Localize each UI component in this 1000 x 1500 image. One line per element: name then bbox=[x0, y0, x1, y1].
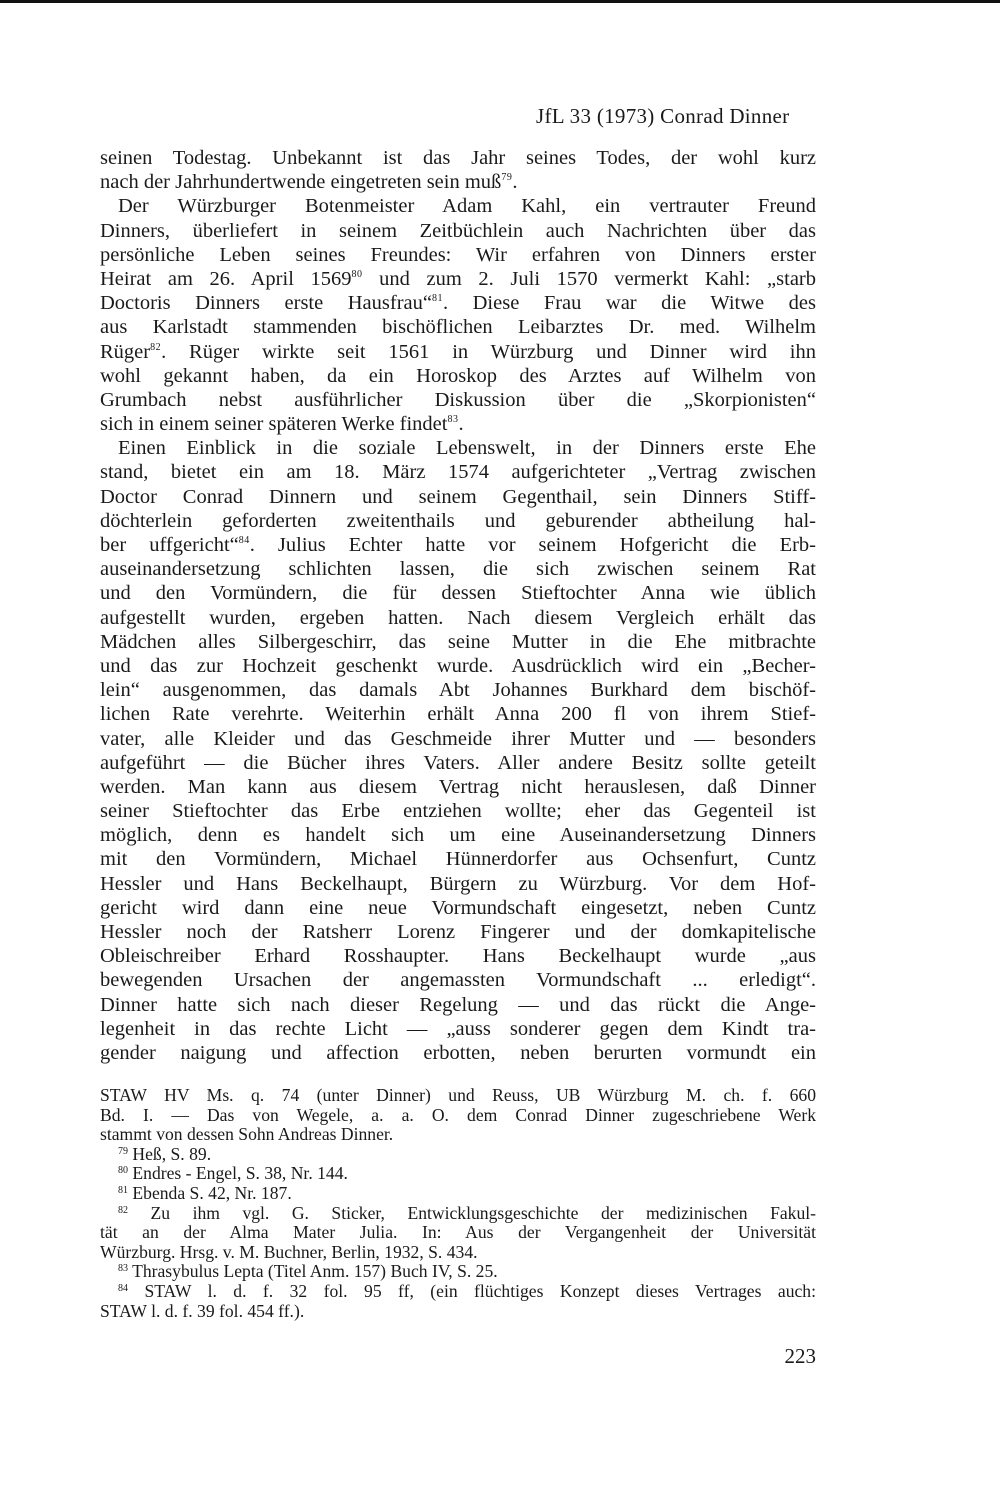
footnote-number: 82 bbox=[118, 1204, 128, 1216]
body-line-text: ber uffgericht“ bbox=[100, 534, 239, 556]
body-line-text: persönliche Leben seines Freundes: Wir erfahren von Dinners erster bbox=[100, 243, 816, 266]
footnote-text: tät an der Alma Mater Julia. In: Aus der Vergangenheit der Universität bbox=[100, 1222, 816, 1243]
body-line-text: vater, alle Kleider und das Geschmeide ihrer Mutter und — besonders bbox=[100, 727, 816, 750]
footnote-line bbox=[100, 1302, 816, 1322]
body-line-text-after: . Rüger wirkte seit 1561 in Würzburg und Dinner wird ihn bbox=[161, 340, 816, 363]
footnote-text: stammt von dessen Sohn Andreas Dinner. bbox=[100, 1124, 394, 1145]
footnote-line bbox=[100, 1184, 816, 1204]
body-line-text: seiner Stieftochter das Erbe entziehen wollte; eher das Gegenteil ist bbox=[100, 800, 816, 823]
body-line bbox=[100, 944, 816, 968]
body-line-text-after: und zum 2. Juli 1570 vermerkt Kahl: „starb bbox=[362, 267, 816, 290]
body-line bbox=[100, 315, 816, 339]
body-line bbox=[100, 364, 816, 388]
body-line bbox=[100, 993, 816, 1017]
body-line-text: wohl gekannt haben, da ein Horoskop des Arztes auf Wilhelm von bbox=[100, 364, 816, 387]
body-line bbox=[100, 702, 816, 726]
footnote-ref: 81 bbox=[431, 293, 443, 305]
footnote-line bbox=[100, 1262, 816, 1282]
body-line-text-after: . Julius Echter hatte vor seinem Hofgericht die Erb- bbox=[249, 534, 816, 556]
body-line bbox=[100, 509, 816, 533]
body-line bbox=[100, 1017, 816, 1041]
footnote-number: 81 bbox=[118, 1184, 128, 1196]
body-line bbox=[100, 847, 816, 871]
footnote-line bbox=[100, 1223, 816, 1243]
body-line bbox=[100, 968, 816, 992]
body-line-text: Dinner hatte sich nach dieser Regelung — und das rückt die Ange- bbox=[100, 993, 816, 1016]
body-line bbox=[100, 388, 816, 412]
body-line bbox=[100, 485, 816, 509]
body-line-text: Der Würzburger Botenmeister Adam Kahl, ein vertrauter Freund bbox=[118, 195, 816, 218]
body-line bbox=[100, 678, 816, 702]
body-line bbox=[100, 436, 816, 460]
body-line-text-after: . Diese Frau war die Witwe des bbox=[442, 292, 816, 315]
body-line bbox=[100, 920, 816, 944]
footnote-line bbox=[100, 1204, 816, 1224]
footnote-line bbox=[100, 1145, 816, 1165]
body-line bbox=[100, 606, 816, 630]
body-line-text: Obleischreiber Erhard Rosshaupter. Hans Beckelhaupt wurde „aus bbox=[100, 945, 816, 968]
body-line-text: auseinandersetzung schlichten lassen, die sich zwischen seinem Rat bbox=[100, 558, 816, 581]
body-line bbox=[100, 340, 816, 364]
footnote-number: 79 bbox=[118, 1145, 128, 1157]
body-text bbox=[100, 146, 816, 1065]
body-line bbox=[100, 243, 816, 267]
body-line bbox=[100, 533, 816, 557]
body-line-text: legenheit in das rechte Licht — „auss sonderer gegen dem Kindt tra- bbox=[100, 1017, 816, 1040]
body-line bbox=[100, 630, 816, 654]
body-line-text: Rüger bbox=[100, 340, 151, 363]
footnote-line bbox=[100, 1125, 816, 1145]
body-line-text: Hessler noch der Ratsherr Lorenz Fingerer und der domkapitelische bbox=[100, 921, 816, 943]
footnote-ref: 80 bbox=[351, 268, 363, 280]
footnote-ref: 83 bbox=[447, 414, 459, 426]
body-line-text: aus Karlstadt stammenden bischöflichen Leibarztes Dr. med. Wilhelm bbox=[100, 316, 816, 339]
top-border-rule bbox=[0, 0, 1000, 3]
body-line-text: Einen Einblick in die soziale Lebenswelt, in der Dinners erste Ehe bbox=[118, 437, 816, 460]
body-line-text: mit den Vormündern, Michael Hünnerdorfer aus Ochsenfurt, Cuntz bbox=[100, 848, 816, 871]
footnote-text: Würzburg. Hrsg. v. M. Buchner, Berlin, 1932, S. 434. bbox=[100, 1241, 478, 1262]
body-line-text: möglich, denn es handelt sich um eine Auseinandersetzung Dinners bbox=[100, 824, 816, 847]
body-line-text: Hessler und Hans Beckelhaupt, Bürgern zu Würzburg. Vor dem Hof- bbox=[100, 872, 816, 895]
footnote-text: Thrasybulus Lepta (Titel Anm. 157) Buch IV, S. 25. bbox=[132, 1261, 498, 1282]
footnote-number: 84 bbox=[118, 1282, 128, 1294]
body-line bbox=[100, 775, 816, 799]
body-line bbox=[100, 654, 816, 678]
footnote-line bbox=[100, 1086, 816, 1106]
footnote-text: STAW l. d. f. 32 fol. 95 ff, (ein flüchtiges Konzept dieses Vertrages auch: bbox=[144, 1280, 816, 1301]
body-line-text: aufgestellt wurden, ergeben hatten. Nach diesem Vergleich erhält das bbox=[100, 606, 816, 629]
body-line-text-after: . bbox=[512, 171, 518, 194]
body-line-text: gender naigung und affection erbotten, neben berurten vormundt ein bbox=[100, 1041, 816, 1064]
body-line-text: aufgeführt — die Bücher ihres Vaters. Aller andere Besitz sollte geteilt bbox=[100, 751, 816, 774]
body-line-text: gericht wird dann eine neue Vormundschaft eingesetzt, neben Cuntz bbox=[100, 896, 816, 919]
body-line bbox=[100, 460, 816, 484]
footnote-text: STAW HV Ms. q. 74 (unter Dinner) und Reuss, UB Würzburg M. ch. f. 660 bbox=[100, 1085, 816, 1105]
body-line-text: sich in einem seiner späteren Werke findet bbox=[100, 413, 448, 436]
footnote-text: Ebenda S. 42, Nr. 187. bbox=[132, 1182, 292, 1203]
body-line-text: Mädchen alles Silbergeschirr, das seine Mutter in die Ehe mitbrachte bbox=[100, 630, 816, 653]
body-line-text: lichen Rate verehrte. Weiterhin erhält Anna 200 fl von ihrem Stief- bbox=[100, 703, 816, 726]
body-line bbox=[100, 872, 816, 896]
body-line-text: Dinners, überliefert in seinem Zeitbüchlein auch Nachrichten über das bbox=[100, 219, 816, 242]
body-line-text: Doctoris Dinners erste Hausfrau“ bbox=[100, 292, 432, 315]
footnotes bbox=[100, 1086, 816, 1321]
body-line bbox=[100, 267, 816, 291]
body-line bbox=[100, 412, 816, 436]
footnote-text: Bd. I. — Das von Wegele, a. a. O. dem Conrad Dinner zugeschriebene Werk bbox=[100, 1104, 816, 1125]
body-line-text: nach der Jahrhundertwende eingetreten sein muß bbox=[100, 171, 502, 194]
footnote-text: Zu ihm vgl. G. Sticker, Entwicklungsgeschichte der medizinischen Fakul- bbox=[150, 1202, 817, 1223]
running-head: JfL 33 (1973) Conrad Dinner bbox=[536, 104, 790, 128]
body-line bbox=[100, 170, 816, 194]
footnote-line bbox=[100, 1106, 816, 1126]
body-line-text: döchterlein geforderten zweitenthails und geburender abtheilung hal- bbox=[100, 509, 816, 532]
body-line-text: seinen Todestag. Unbekannt ist das Jahr seines Todes, der wohl kurz bbox=[100, 147, 816, 169]
page-number: 223 bbox=[784, 1344, 816, 1368]
body-line-text: lein“ ausgenommen, das damals Abt Johannes Burkhard dem bischöf- bbox=[100, 679, 816, 702]
body-line-text: Grumbach nebst ausführlicher Diskussion über die „Skorpionisten“ bbox=[100, 388, 816, 411]
body-line bbox=[100, 823, 816, 847]
body-line-text: bewegenden Ursachen der angemassten Vormundschaft ... erledigt“. bbox=[100, 969, 816, 992]
footnote-ref: 84 bbox=[238, 535, 250, 546]
footnote-text: Heß, S. 89. bbox=[132, 1143, 212, 1164]
body-line-text: und den Vormündern, die für dessen Stieftochter Anna wie üblich bbox=[100, 582, 816, 605]
body-line bbox=[100, 727, 816, 751]
body-line bbox=[100, 1041, 816, 1065]
footnote-ref: 82 bbox=[150, 341, 162, 353]
footnote-number: 83 bbox=[118, 1263, 128, 1275]
footnote-number: 80 bbox=[118, 1165, 128, 1177]
body-line bbox=[100, 557, 816, 581]
body-line-text: werden. Man kann aus diesem Vertrag nicht herauslesen, daß Dinner bbox=[100, 775, 816, 798]
body-line-text: und das zur Hochzeit geschenkt wurde. Ausdrücklich wird ein „Becher- bbox=[100, 654, 816, 677]
body-line bbox=[100, 291, 816, 315]
body-line-text: stand, bietet ein am 18. März 1574 aufgerichteter „Vertrag zwischen bbox=[100, 461, 816, 484]
body-line-text-after: . bbox=[458, 413, 464, 436]
footnote-line bbox=[100, 1282, 816, 1302]
footnote-text: Endres - Engel, S. 38, Nr. 144. bbox=[132, 1163, 348, 1184]
body-line-text: Heirat am 26. April 1569 bbox=[100, 267, 352, 290]
body-line bbox=[100, 896, 816, 920]
footnote-line bbox=[100, 1164, 816, 1184]
body-line bbox=[100, 751, 816, 775]
footnote-text: STAW l. d. f. 39 fol. 454 ff.). bbox=[100, 1300, 305, 1321]
body-line bbox=[100, 799, 816, 823]
body-line bbox=[100, 219, 816, 243]
body-line bbox=[100, 581, 816, 605]
body-line bbox=[100, 194, 816, 218]
footnote-line bbox=[100, 1243, 816, 1263]
footnote-ref: 79 bbox=[501, 172, 513, 184]
body-line bbox=[100, 146, 816, 170]
body-line-text: Doctor Conrad Dinnern und seinem Gegenthail, sein Dinners Stiff- bbox=[100, 485, 816, 508]
